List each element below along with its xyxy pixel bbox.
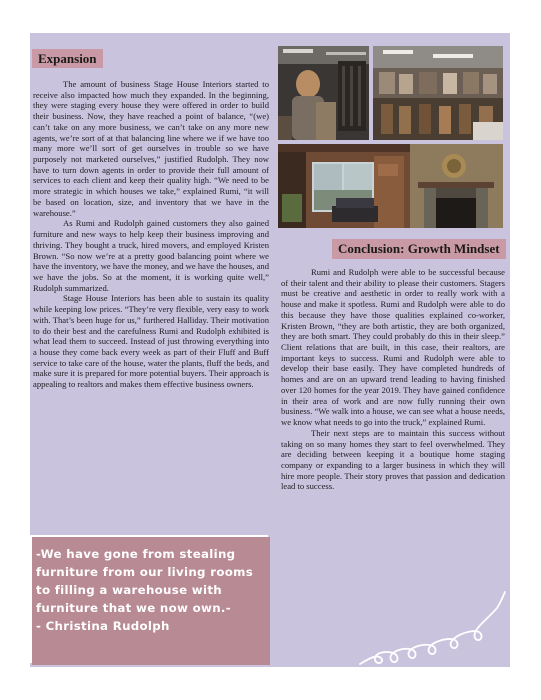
pull-quote	[36, 545, 270, 635]
conclusion-column	[281, 267, 505, 492]
warehouse-furniture-photo	[373, 46, 503, 140]
decorative-swirl-icon	[355, 588, 510, 668]
expansion-paragraph-3: Stage House Interiors has been able to sustain its quality while keeping low prices. “They’re very flexible, very easy to work with. That’s been huge for us,” furthered Halliday. Their motivation to do their best and the carefulness Rumi and Rudolph exhibited is what lead them to succeed. Instead of just throwing everything into a house they come back every week as part of their Fluff and Buff service to take care of the house, water the plants, fluff the beds, and make sure it is prepared for more potential buyers. Their approach is appealing to realtors and makes them effective business owners.	[33, 293, 269, 390]
staged-living-room-photo	[278, 144, 503, 228]
pull-quote-line-3: to filling a warehouse with	[36, 583, 222, 597]
pull-quote-line-2: furniture from our living rooms	[36, 565, 254, 579]
conclusion-paragraph-2: Their next steps are to maintain this success without taking on so many homes they start to feel overwhelmed. They are deciding between keeping it a boutique home staging company or expanding to a larger business in which they will hire more people. Their story proves that passion and dedication lead to success.	[281, 427, 505, 492]
expansion-paragraph-2: As Rumi and Rudolph gained customers they also gained furniture and new ways to help keep their business improving and thriving. They bought a truck, hired movers, and employed Kristen Brown. “So now we’re at a pretty good balancing point where we have the inventory, we have the money, and we have the houses, and we have the jobs. So at the moment, it is working quite well,” Rudolph summarized.	[33, 218, 269, 293]
warehouse-woman-photo	[278, 46, 369, 140]
expansion-paragraph-1: The amount of business Stage House Interiors started to receive also impacted how much they expanded. In the beginning, they were staging every house they were offered in order to build their business. Now, they have reached a point of balance, “(we) can’t take on any more business, we can’t take on any more new agents, we’re sort of at that balancing line where we if we have too many more we’ll sort of get ourselves in trouble so we have purposely not marketed ourselves,” justified Rudolph. They now have to turn down agents in order to provide their full amount of services to each client and keep their quality high. “We need to be more strategic in which houses we take,” explained Rumi, “it will be based on location, size, and inventory that we have in the warehouse.”	[33, 79, 269, 218]
expansion-column	[33, 79, 269, 390]
conclusion-paragraph-1: Rumi and Rudolph were able to be successful because of their talent and their ability to please their customers. Stagers must be creative and aesthetic in order to really work with a house and make it spotless. Rumi and Rudolph were able to do this because they have those qualities explained co-worker, Kristen Brown, “they are both artistic, they are both organized, they are both smart. They could probably do this in their sleep.” Client relations that are built, in this case, their realtors, are important keys to success. Rumi and Rudolph were able to develop their base easily. They have completed hundreds of homes and are on an upward trend leading to having finished over 120 homes for the year 2019. They have gained confidence in their area of work and are now fully running their own business. “We walk into a house, we can see what a house needs, we know what needs to go into the truck,” explained Rumi.	[281, 267, 505, 428]
pull-quote-attribution: - Christina Rudolph	[36, 619, 170, 633]
pull-quote-line-4: furniture that we now own.-	[36, 601, 231, 615]
expansion-heading: Expansion	[32, 49, 103, 68]
pull-quote-line-1: -We have gone from stealing	[36, 547, 236, 561]
conclusion-heading: Conclusion: Growth Mindset	[332, 239, 506, 259]
